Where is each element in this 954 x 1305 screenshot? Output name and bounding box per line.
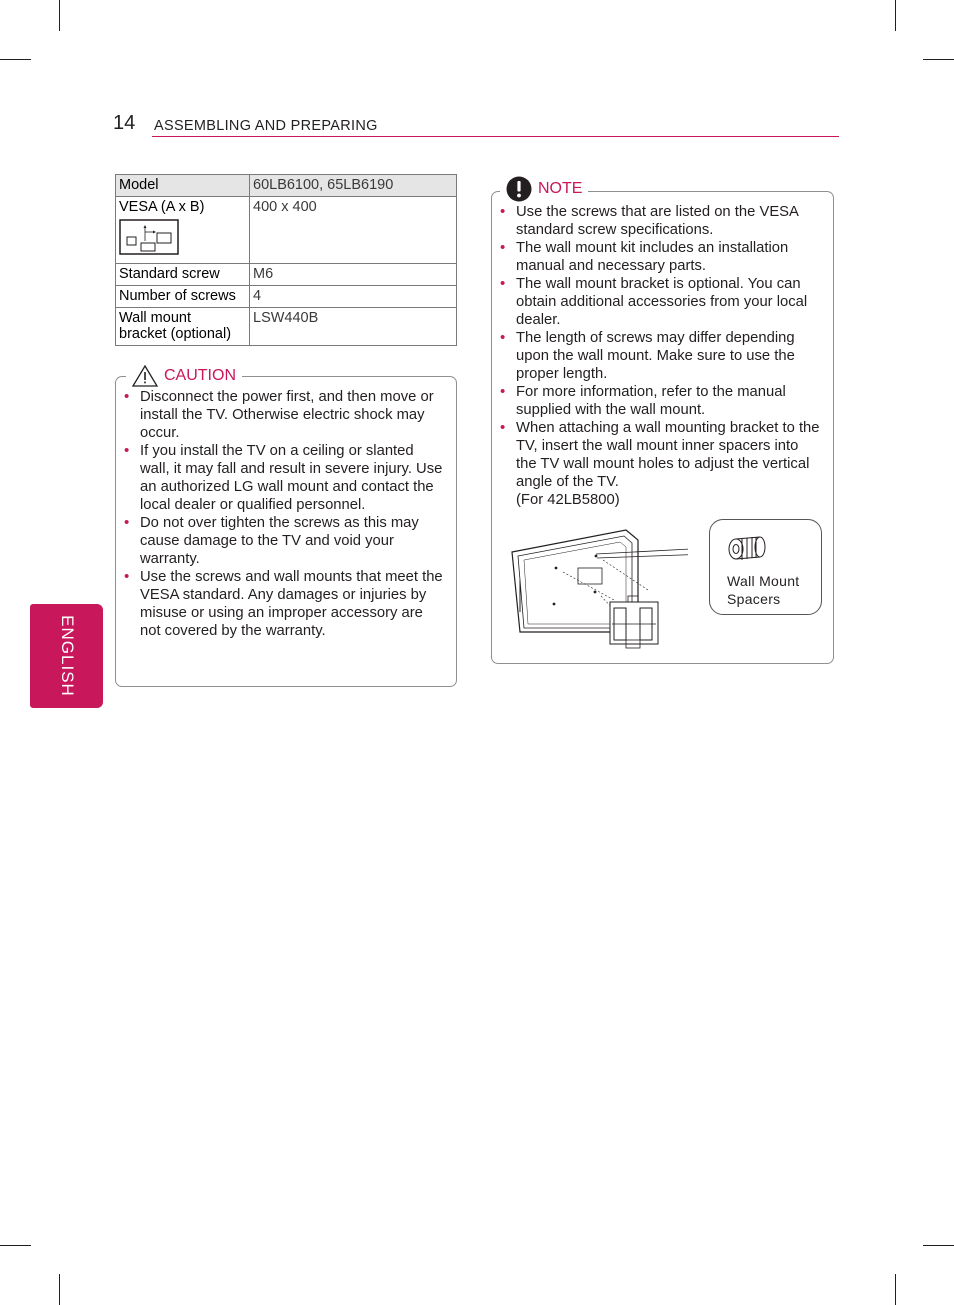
- table-value: 4: [250, 286, 457, 308]
- table-row: [116, 197, 457, 264]
- table-key: Number of screws: [116, 286, 250, 308]
- list-item: [492, 419, 822, 509]
- page-number: 14: [113, 112, 136, 134]
- callout-line: Spacers: [727, 591, 781, 607]
- list-item-text: When attaching a wall mounting bracket to the TV, insert the wall mount inner spacers into the TV wall mount holes to adjust the vertical angle of the TV.: [516, 420, 820, 490]
- section-title: ASSEMBLING AND PREPARING: [154, 118, 378, 134]
- table-key: Wall mount: [119, 310, 191, 326]
- crop-mark: [895, 0, 896, 31]
- callout-line: Wall Mount: [727, 573, 800, 589]
- crop-mark: [895, 1274, 896, 1305]
- spacer-callout: [709, 519, 822, 615]
- note-list: [492, 203, 822, 509]
- spec-table: [115, 174, 457, 346]
- list-item: • Use the screws and wall mounts that meet the VESA standard. Any damages or injuries by misuse or using an improper accessory are not covered by the warranty.: [116, 568, 446, 640]
- warning-icon: [132, 365, 158, 387]
- table-value: M6: [250, 264, 457, 286]
- table-row: [116, 286, 457, 308]
- vesa-diagram-icon: [119, 219, 179, 255]
- list-item: • For more information, refer to the manual supplied with the wall mount.: [492, 383, 822, 419]
- table-key-cell: [116, 308, 250, 346]
- table-key: Model: [116, 175, 250, 197]
- crop-mark: [59, 1274, 60, 1305]
- list-item: • If you install the TV on a ceiling or slanted wall, it may fall and result in severe injury. Use an authorized LG wall mount and contact the local dealer or qualified personnel.: [116, 442, 446, 514]
- crop-mark: [0, 59, 31, 60]
- crop-mark: [59, 0, 60, 31]
- table-key-cell: [116, 197, 250, 264]
- table-value: LSW440B: [250, 308, 457, 346]
- note-label: NOTE: [538, 180, 583, 197]
- caution-box: [115, 376, 457, 687]
- wall-mount-illustration: [508, 528, 688, 650]
- table-row: [116, 264, 457, 286]
- crop-mark: [923, 1245, 954, 1246]
- spacer-icon: [726, 532, 766, 566]
- table-row: [116, 308, 457, 346]
- table-row: [116, 175, 457, 197]
- note-icon: [506, 176, 532, 202]
- table-key: VESA (A x B): [119, 199, 205, 215]
- note-heading: [500, 176, 588, 202]
- callout-label: [727, 572, 800, 608]
- table-value: 60LB6100, 65LB6190: [250, 175, 457, 197]
- crop-mark: [923, 59, 954, 60]
- list-item: • Do not over tighten the screws as this may cause damage to the TV and void your warranty.: [116, 514, 446, 568]
- header-rule: [152, 136, 839, 137]
- list-item: • The wall mount bracket is optional. You can obtain additional accessories from your local dealer.: [492, 275, 822, 329]
- table-key: Standard screw: [116, 264, 250, 286]
- crop-mark: [0, 1245, 31, 1246]
- list-item: • Disconnect the power first, and then move or install the TV. Otherwise electric shock may occur.: [116, 388, 446, 442]
- caution-heading: [126, 365, 242, 387]
- list-item: • The wall mount kit includes an installation manual and necessary parts.: [492, 239, 822, 275]
- table-value: 400 x 400: [250, 197, 457, 264]
- list-item: • Use the screws that are listed on the VESA standard screw specifications.: [492, 203, 822, 239]
- language-tab: [30, 604, 103, 708]
- table-key: bracket (optional): [119, 326, 232, 342]
- language-tab-label: ENGLISH: [58, 615, 77, 697]
- caution-list: [116, 388, 446, 640]
- caution-label: CAUTION: [164, 367, 236, 384]
- list-item: • The length of screws may differ depending upon the wall mount. Make sure to use the proper length.: [492, 329, 822, 383]
- model-note: (For 42LB5800): [516, 492, 620, 508]
